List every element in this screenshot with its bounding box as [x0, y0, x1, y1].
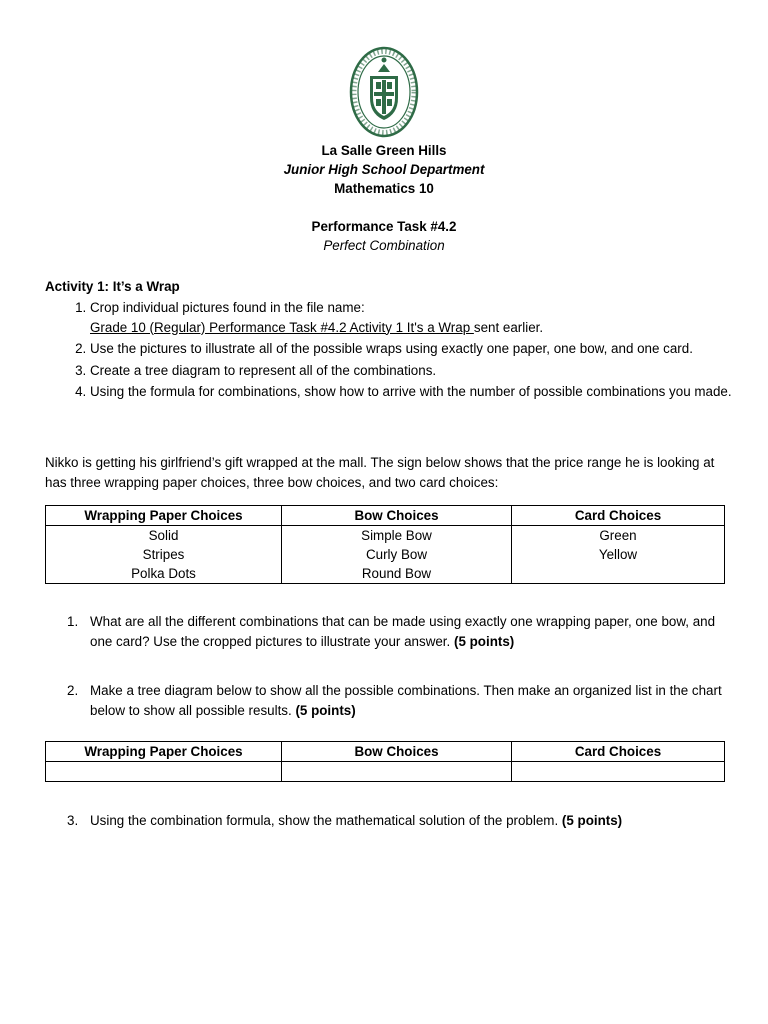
- school-name: La Salle Green Hills: [321, 143, 447, 158]
- activity-step: [90, 339, 768, 359]
- question-text: [90, 612, 735, 651]
- activity-step: [90, 298, 768, 337]
- table-row: [46, 762, 725, 782]
- answer-cell[interactable]: [282, 762, 512, 782]
- task-number: Performance Task #4.2: [311, 219, 457, 234]
- column-header: Wrapping Paper Choices: [46, 506, 282, 526]
- column-header: Wrapping Paper Choices: [46, 742, 282, 762]
- card-choice: Yellow: [598, 547, 638, 562]
- question-body: Using the combination formula, show the mathematical solution of the problem.: [90, 813, 562, 828]
- column-header: Card Choices: [512, 742, 725, 762]
- paper-choice: Solid: [148, 528, 179, 543]
- activity-step: [90, 361, 768, 381]
- bow-choice: Round Bow: [361, 566, 432, 581]
- card-choices-cell: [512, 526, 725, 584]
- question-body: What are all the different combinations that can be made using exactly one wrapping paper, one bow, and one card? Use the cropped pictures to illustrate your answer.: [90, 614, 716, 649]
- table-row: [46, 526, 725, 584]
- bow-choice: Simple Bow: [361, 528, 432, 543]
- subject-name: Mathematics 10: [334, 181, 434, 196]
- answer-cell[interactable]: [512, 762, 725, 782]
- answer-table: [45, 741, 725, 782]
- activity-title: Activity 1: It’s a Wrap: [45, 279, 180, 294]
- paper-choice: Stripes: [142, 547, 185, 562]
- card-choice: Green: [599, 528, 637, 543]
- task-title: Perfect Combination: [323, 238, 445, 253]
- paper-choices-cell: [46, 526, 282, 584]
- question-points: (5 points): [561, 813, 623, 828]
- table-header-row: [46, 742, 725, 762]
- question-body: Make a tree diagram below to show all the possible combinations. Then make an organized list in the chart below to show all possible results.: [90, 683, 722, 718]
- activity-steps: [45, 298, 768, 404]
- bow-choice: Curly Bow: [365, 547, 428, 562]
- column-header: Card Choices: [512, 506, 725, 526]
- question-number: 3.: [67, 813, 79, 828]
- question-text: [90, 811, 735, 831]
- step-text: sent earlier.: [473, 319, 544, 335]
- table-header-row: [46, 506, 725, 526]
- activity-step: [90, 382, 768, 402]
- question-points: (5 points): [453, 633, 515, 649]
- choices-table: [45, 505, 725, 584]
- question-number: 2.: [67, 683, 79, 698]
- paper-choice: Polka Dots: [131, 566, 196, 581]
- column-header: Bow Choices: [282, 742, 512, 762]
- department-name: Junior High School Department: [283, 162, 485, 177]
- question-text: [90, 681, 735, 720]
- step-text: Use the pictures to illustrate all of the possible wraps using exactly one paper, one bow, and one card.: [90, 341, 693, 356]
- question-points: (5 points): [295, 702, 356, 718]
- problem-intro: Nikko is getting his girlfriend’s gift wrapped at the mall. The sign below shows that the price range he is looking at has three wrapping paper choices, three bow choices, and two card choices:: [45, 455, 715, 490]
- school-seal-logo: [349, 46, 419, 138]
- question-number: 1.: [67, 614, 79, 629]
- answer-cell[interactable]: [46, 762, 282, 782]
- bow-choices-cell: [282, 526, 512, 584]
- step-text: Create a tree diagram to represent all of the combinations.: [90, 362, 437, 378]
- step-text: Using the formula for combinations, show how to arrive with the number of possible combinations you made.: [90, 384, 732, 399]
- file-name-link: Grade 10 (Regular) Performance Task #4.2 Activity 1 It's a Wrap: [90, 319, 474, 335]
- column-header: Bow Choices: [282, 506, 512, 526]
- step-text: Crop individual pictures found in the file name:: [90, 300, 365, 315]
